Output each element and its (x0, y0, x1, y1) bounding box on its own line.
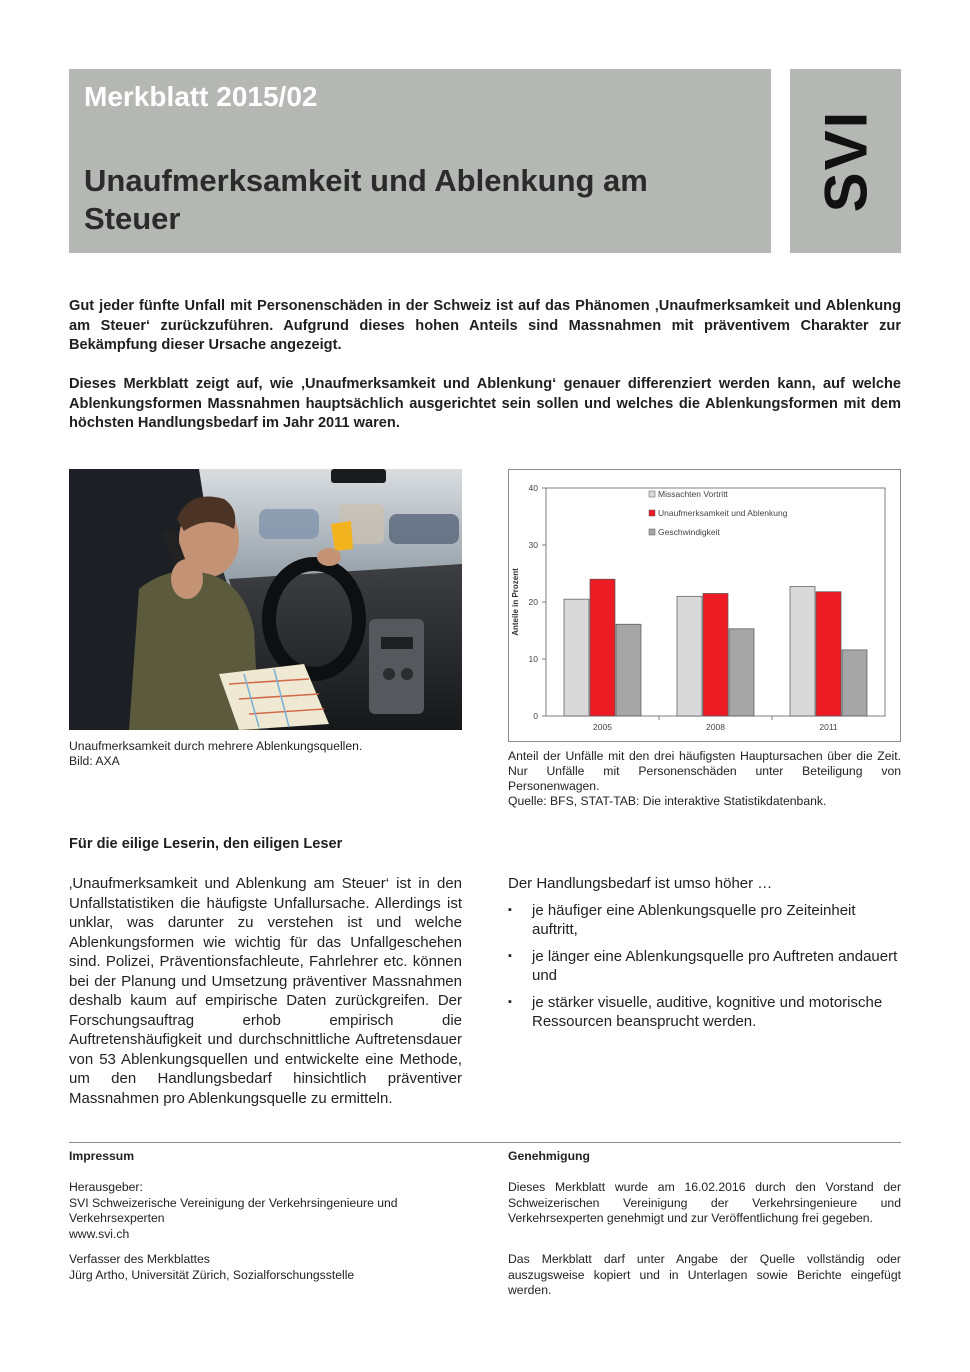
title-banner (69, 69, 771, 253)
legend-label: Missachten Vortritt (658, 489, 728, 499)
list-item (508, 901, 901, 940)
document-number: Merkblatt 2015/02 (84, 81, 318, 112)
photo-credit: Bild: AXA (69, 754, 120, 768)
approval-text: Dieses Merkblatt wurde am 16.02.2016 durch den Vorstand der Schweizerischen Vereinigung der Verkehrsingenieure und Verkehrsexperten genehmigt und zur Veröffentlichung frei gegeben. (508, 1180, 901, 1226)
list-item-text: je stärker visuelle, auditive, kognitive und motorische Ressourcen beansprucht werden. (532, 993, 883, 1030)
bullet-icon: ▪ (508, 903, 512, 916)
y-axis-label: Anteile in Prozent (511, 568, 520, 636)
action-need-intro: Der Handlungsbedarf ist umso höher … (508, 875, 773, 892)
x-tick-label: 2008 (706, 722, 725, 732)
driver-distraction-photo (69, 469, 462, 730)
publisher-name: SVI Schweizerische Vereinigung der Verkehrsingenieure und Verkehrsexperten (69, 1195, 398, 1226)
photo-illustration (69, 469, 462, 730)
bar-unaufmerksamkeit-und-ablenkung-2005 (590, 579, 615, 716)
approval-heading: Genehmigung (508, 1149, 590, 1163)
action-need-block (508, 874, 901, 1039)
list-item-text: je häufiger eine Ablenkungsquelle pro Zeiteinheit auftritt, (532, 901, 856, 938)
bar-missachten-vortritt-2011 (790, 587, 815, 716)
page-title: Unaufmerksamkeit und Ablenkung am Steuer (84, 163, 648, 236)
y-tick-label: 20 (528, 597, 538, 607)
summary-text: ‚Unaufmerksamkeit und Ablenkung am Steuer‘ ist in den Unfallstatistiken die häufigste Unfallursache. Allerdings ist unklar, was darunter zu verstehen ist und welche Ablenkungsformen wie wichtig für das Unfallgeschehen sind. Polizei, Präventionsfachleute, Fahrlehrer etc. können bei der Planung und Umsetzung präventiver Massnahmen deshalb kaum auf empirische Daten zurückgreifen. Der Forschungsauftrag erhob empirisch die Auftretenshäufigkeit und durchschnittliche Auftretensdauer von 53 Ablenkungsquellen und entwickelte eine Methode, um den Handlungsbedarf hinsichtlich präventiver Massnahmen pro Ablenkungsquelle zu ermitteln. (69, 875, 462, 1107)
bar-unaufmerksamkeit-und-ablenkung-2011 (816, 592, 841, 716)
photo-caption (69, 739, 462, 769)
logo-text: SVI (812, 109, 879, 213)
x-tick-label: 2011 (819, 722, 838, 732)
bar-unaufmerksamkeit-und-ablenkung-2008 (703, 593, 728, 716)
bar-geschwindigkeit-2008 (729, 629, 754, 716)
copy-permission-text: Das Merkblatt darf unter Angabe der Quelle vollständig oder auszugsweise kopiert und in Unterlagen sowie Berichte eingefügt werden. (508, 1252, 901, 1298)
impressum-author (69, 1252, 462, 1283)
legend-swatch (649, 510, 655, 516)
lead-paragraph-2: Dieses Merkblatt zeigt auf, wie ‚Unaufmerksamkeit und Ablenkung‘ genauer differenziert werden kann, auf welche Ablenkungsformen Massnahmen hauptsächlich ausgerichtet sein sollen und welches die Ablenkungsformen mit dem höchsten Handlungsbedarf im Jahr 2011 waren. (69, 376, 901, 431)
bar-geschwindigkeit-2011 (842, 650, 867, 716)
chart-caption-text: Anteil der Unfälle mit den drei häufigsten Hauptursachen über die Zeit. Nur Unfälle mit Personenschäden unter Beteiligung von Personenwagen. (508, 749, 901, 793)
impressum-heading: Impressum (69, 1149, 135, 1163)
footer-divider (69, 1142, 901, 1143)
bar-geschwindigkeit-2005 (616, 624, 641, 716)
y-tick-label: 40 (528, 483, 538, 493)
list-item-text: je länger eine Ablenkungsquelle pro Auftreten andauert und (532, 947, 898, 984)
legend-label: Unaufmerksamkeit und Ablenkung (658, 508, 788, 518)
bullet-icon: ▪ (508, 995, 512, 1008)
y-tick-label: 0 (533, 711, 538, 721)
author-label: Verfasser des Merkblattes (69, 1252, 210, 1266)
summary-heading: Für die eilige Leserin, den eiligen Leser (69, 836, 343, 852)
publisher-website: www.svi.ch (69, 1226, 130, 1241)
x-tick-label: 2005 (593, 722, 612, 732)
lead-paragraph-1: Gut jeder fünfte Unfall mit Personenschäden in der Schweiz ist auf das Phänomen ‚Unaufmerksamkeit und Ablenkung am Steuer‘ zurückzuführen. Aufgrund dieses hohen Anteils sind Massnahmen mit präventivem Charakter zur Bekämpfung dieser Ursache angezeigt. (69, 298, 901, 353)
publisher-label: Herausgeber: (69, 1180, 143, 1194)
legend-swatch (649, 529, 655, 535)
legend-swatch (649, 491, 655, 497)
photo-caption-text: Unaufmerksamkeit durch mehrere Ablenkungsquellen. (69, 739, 363, 753)
list-item (508, 993, 901, 1032)
list-item (508, 947, 901, 986)
svi-logo (790, 69, 901, 253)
bar-chart-svg (508, 469, 901, 742)
action-need-list (508, 901, 901, 1032)
bullet-icon: ▪ (508, 949, 512, 962)
y-tick-label: 10 (528, 654, 538, 664)
accident-cause-chart (508, 469, 901, 742)
author-name: Jürg Artho, Universität Zürich, Sozialforschungsstelle (69, 1267, 355, 1282)
impressum-publisher (69, 1180, 462, 1242)
legend-label: Geschwindigkeit (658, 527, 720, 537)
chart-source: Quelle: BFS, STAT-TAB: Die interaktive Statistikdatenbank. (508, 794, 827, 808)
y-tick-label: 30 (528, 540, 538, 550)
bar-missachten-vortritt-2008 (677, 596, 702, 716)
chart-caption (508, 749, 901, 809)
bar-missachten-vortritt-2005 (564, 599, 589, 716)
